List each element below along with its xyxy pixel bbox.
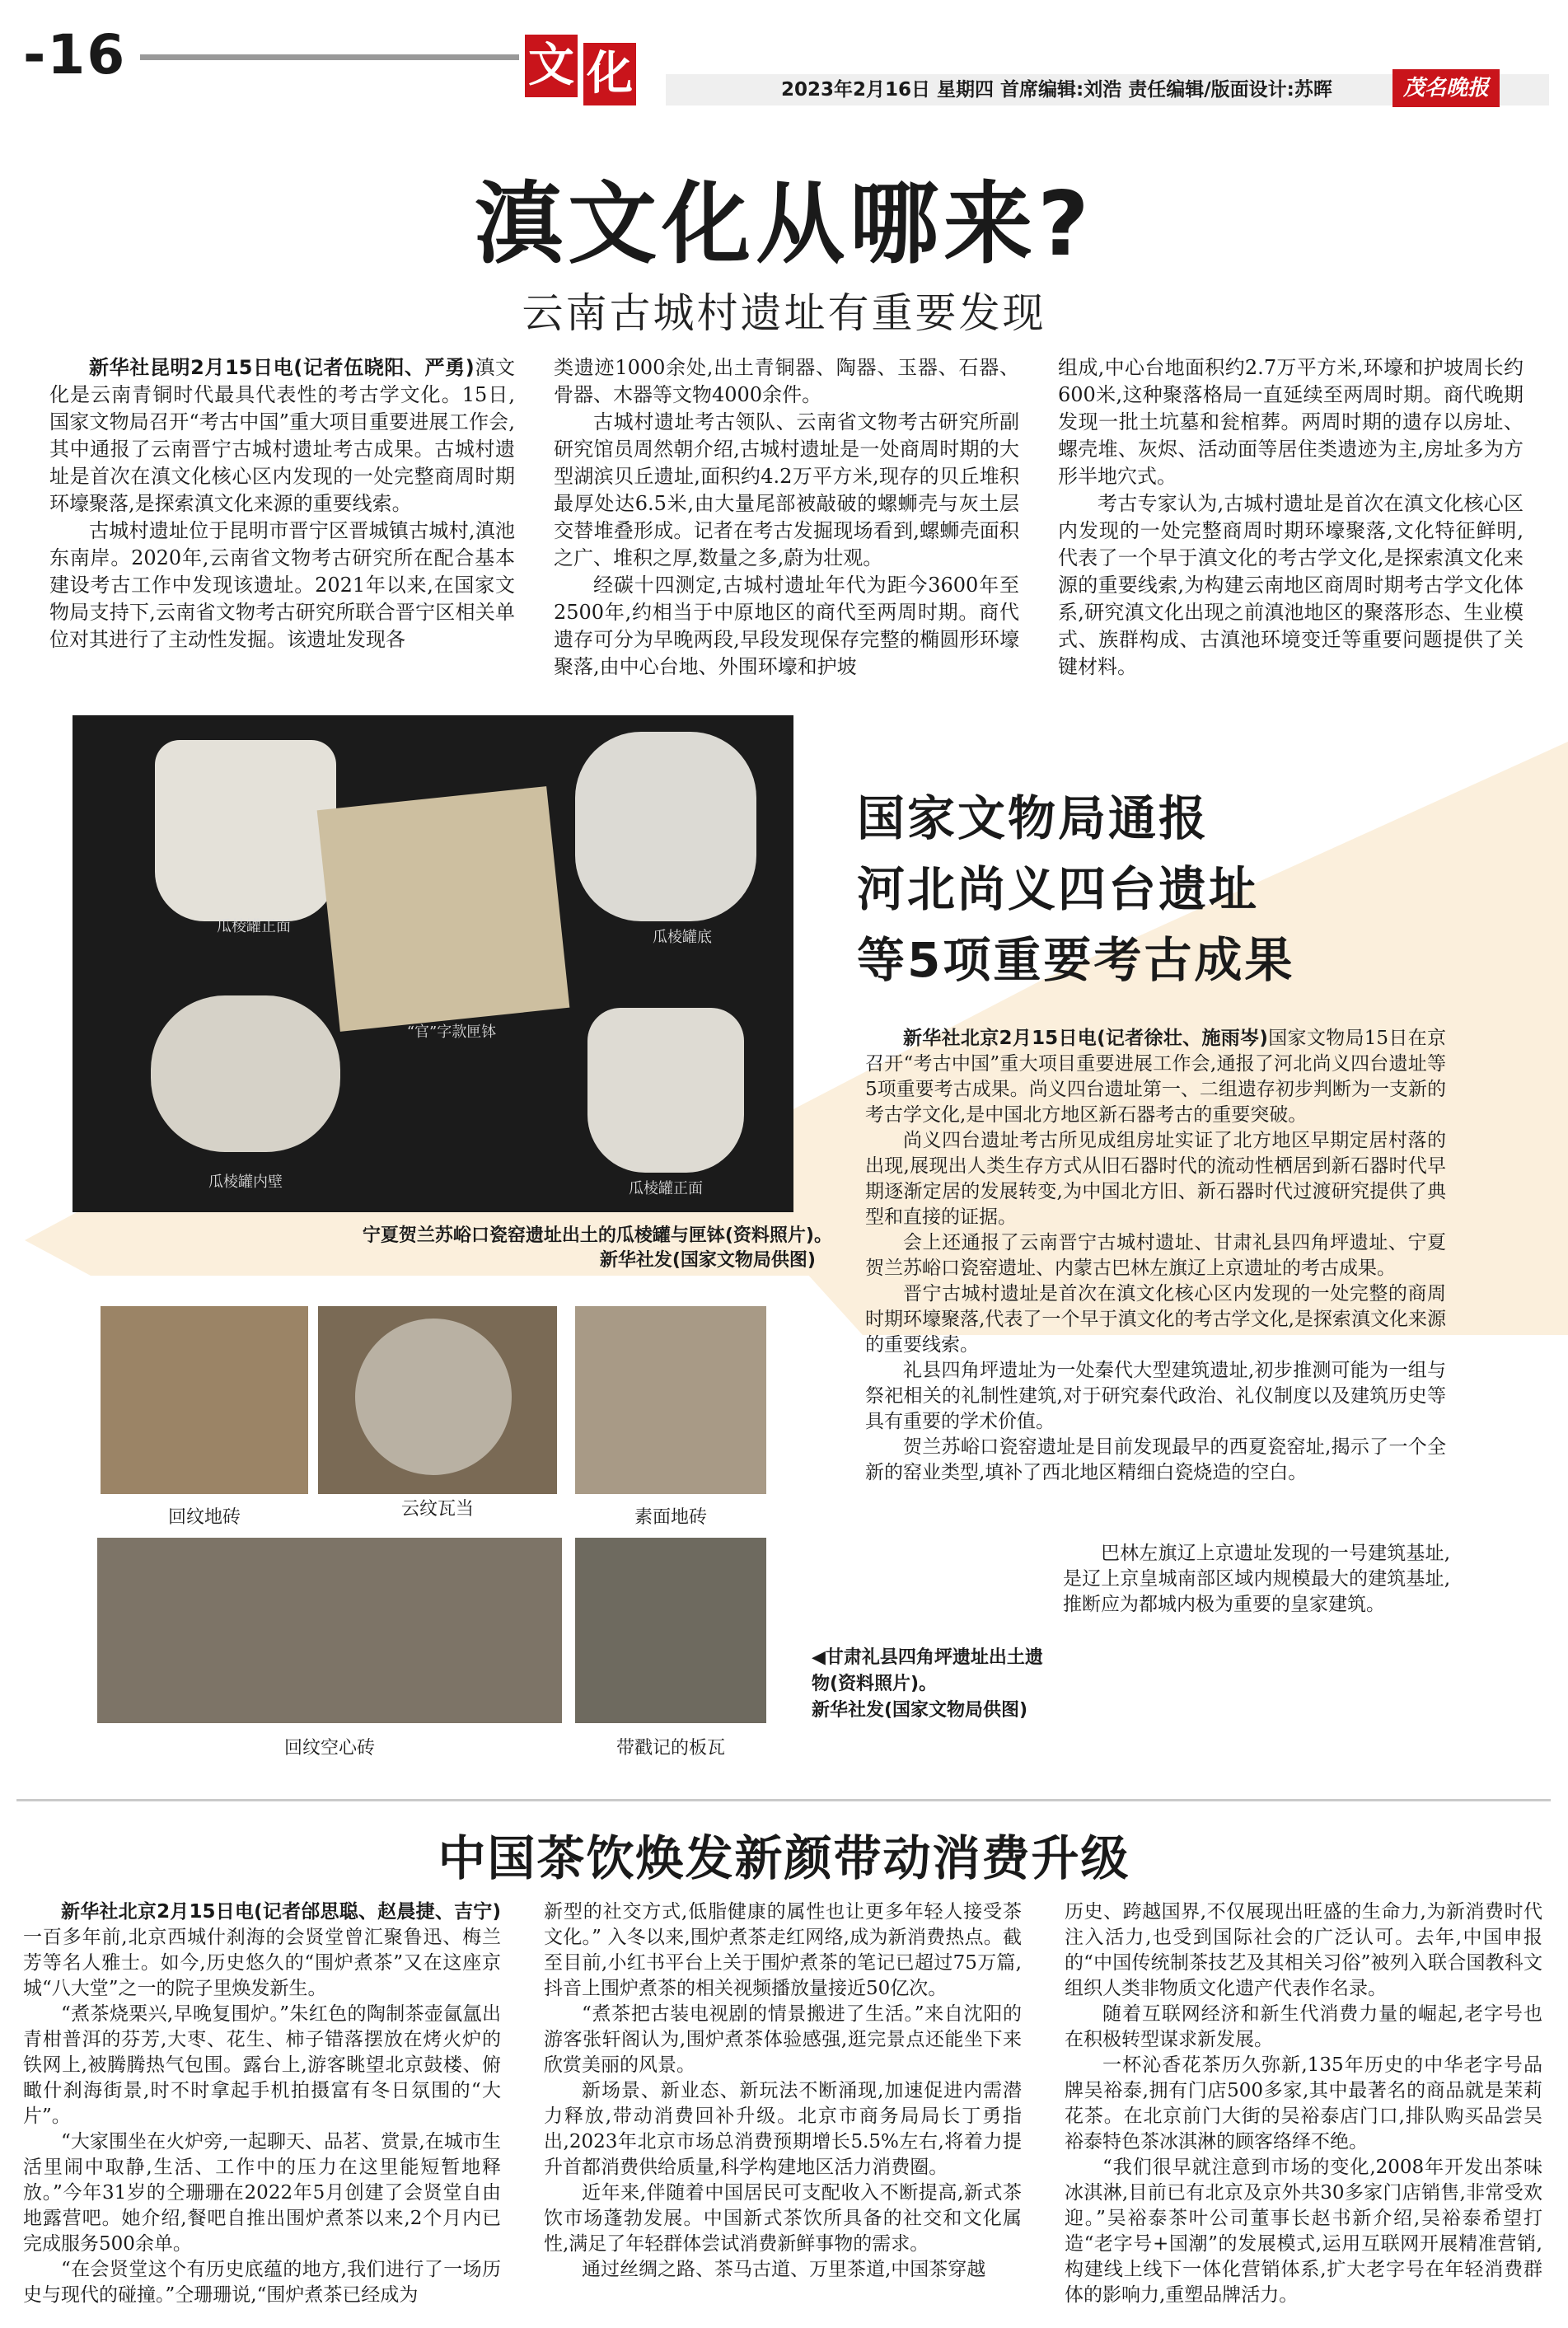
paragraph: “大家围坐在火炉旁,一起聊天、品茗、赏景,在城市生活里闹中取静,生活、工作中的压力在这里能短暂地释放。”今年31岁的仝珊珊在2022年5月创建了会贤堂自由地露营吧。她介绍,餐吧自推出围炉煮茶以来,2个月内已完成服务500余单。 bbox=[23, 2131, 501, 2255]
paragraph: 礼县四角坪遗址为一处秦代大型建筑遗址,初步推测可能为一组与祭祀相关的礼制性建筑,对于研究秦代政治、礼仪制度以及建筑历史等具有重要的学术价值。 bbox=[865, 1360, 1446, 1432]
paragraph: 古城村遗址考古领队、云南省文物考古研究所副研究馆员周然朝介绍,古城村遗址是一处商周时期的大型湖滨贝丘遗址,面积约4.2万平方米,现存的贝丘堆积最厚处达6.5米,由大量尾部被敲破的螺蛳壳与灰土层交替堆叠形成。记者在考古发掘现场看到,螺蛳壳面积之广、堆积之厚,数量之多,蔚为壮观。 bbox=[554, 410, 1019, 569]
paragraph: 尚义四台遗址考古所见成组房址实证了北方地区早期定居村落的出现,展现出人类生存方式从旧石器时代的流动性栖居到新石器时代早期逐渐定居的发展转变,为中国北方旧、新石器时代过渡研究提供了典型和直接的证据。 bbox=[865, 1130, 1446, 1228]
article3-lead: 新华社北京2月15日电(记者邰思聪、赵晨捷、吉宁) bbox=[61, 1901, 501, 1923]
article1-column-2 bbox=[554, 354, 1019, 681]
photo-tile-end bbox=[318, 1306, 557, 1494]
photo-plain-brick bbox=[575, 1306, 766, 1494]
article3-title: 中国茶饮焕发新颜带动消费升级 bbox=[438, 1830, 1130, 1886]
paragraph: 通过丝绸之路、茶马古道、万里茶道,中国茶穿越 bbox=[582, 2259, 986, 2280]
jar-photo-4 bbox=[587, 1008, 744, 1173]
section-label-char1: 文 bbox=[525, 35, 578, 97]
photo-label: “官”字款匣钵 bbox=[406, 1023, 497, 1041]
paragraph: 一百多年前,北京西城什刹海的会贤堂曾汇聚鲁迅、梅兰芳等名人雅士。如今,历史悠久的“围炉煮茶”又在这座京城“八大堂”之一的院子里焕发新生。 bbox=[23, 1927, 501, 1999]
article3-column-1 bbox=[23, 1899, 501, 2308]
article2-lead: 新华社北京2月15日电(记者徐壮、施雨岑) bbox=[903, 1028, 1268, 1049]
page-number: -16 bbox=[23, 23, 127, 87]
article3-column-2 bbox=[544, 1899, 1022, 2283]
photo-label: 瓜棱罐内壁 bbox=[208, 1173, 283, 1191]
tile-end-disc bbox=[355, 1319, 512, 1475]
paragraph: 巴林左旗辽上京遗址发现的一号建筑基址,是辽上京皇城南部区域内规模最大的建筑基址,推断应为都城内极为重要的皇家建筑。 bbox=[1063, 1543, 1450, 1615]
photo-label: 瓜棱罐底 bbox=[653, 929, 712, 946]
photo-caption: 宁夏贺兰苏峪口瓷窑遗址出土的瓜棱罐与匣钵(资料照片)。 bbox=[362, 1225, 832, 1246]
photo-credit: 新华社发(国家文物局供图) bbox=[599, 1250, 816, 1271]
photoB-caption bbox=[812, 1645, 1059, 1724]
paragraph: 滇文化是云南青铜时代最具代表性的考古学文化。15日,国家文物局召开“考古中国”重大项目重要进展工作会,其中通报了云南晋宁古城村遗址考古成果。古城村遗址是首次在滇文化核心区内发现的一处完整商周时期环壕聚落,是探索滇文化来源的重要线索。 bbox=[49, 356, 515, 515]
article1-title: 滇文化从哪来? bbox=[474, 173, 1094, 276]
paragraph: “煮茶烧栗兴,早晚复围炉。”朱红色的陶制茶壶氤氲出青柑普洱的芬芳,大枣、花生、柿子错落摆放在烤火炉的铁网上,被腾腾热气包围。露台上,游客眺望北京鼓楼、俯瞰什刹海街景,时不时拿起手机拍摄富有冬日氛围的“大片”。 bbox=[23, 2003, 501, 2127]
paragraph: 组成,中心台地面积约2.7万平方米,环壕和护坡周长约600米,这种聚落格局一直延续至两周时期。商代晚期发现一批土坑墓和瓮棺葬。两周时期的遗存以房址、螺壳堆、灰烬、活动面等居住类遗迹为主,房址多为方形半地穴式。 bbox=[1058, 356, 1524, 488]
article1-lead: 新华社昆明2月15日电(记者伍晓阳、严勇) bbox=[89, 356, 475, 379]
paragraph: 一杯沁香花茶历久弥新,135年历史的中华老字号品牌吴裕泰,拥有门店500多家,其中最著名的商品就是茉莉花茶。在北京前门大街的吴裕泰店门口,排队购买品尝吴裕泰特色茶冰淇淋的顾客络绎不绝。 bbox=[1065, 2054, 1542, 2152]
paragraph: 近年来,伴随着中国居民可支配收入不断提高,新式茶饮市场蓬勃发展。中国新式茶饮所具备的社交和文化属性,满足了年轻群体尝试消费新鲜事物的需求。 bbox=[544, 2182, 1022, 2255]
section-label-char2: 化 bbox=[583, 43, 636, 105]
photo-label: 瓜棱罐正面 bbox=[629, 1180, 703, 1197]
article2-title-line: 国家文物局通报 bbox=[857, 790, 1210, 846]
article3-column-3 bbox=[1065, 1899, 1542, 2308]
paragraph: 类遗迹1000余处,出土青铜器、陶器、玉器、石器、骨器、木器等文物4000余件。 bbox=[554, 356, 1019, 406]
article1-column-3 bbox=[1058, 354, 1524, 681]
paragraph: 古城村遗址位于昆明市晋宁区晋城镇古城村,滇池东南岸。2020年,云南省文物考古研究所在配合基本建设考古工作中发现该遗址。2021年以来,在国家文物局支持下,云南省文物考古研究所联合晋宁区相关单位对其进行了主动性发掘。该遗址发现各 bbox=[49, 519, 515, 651]
article2-body bbox=[865, 1026, 1446, 1486]
photo-label: 回纹地砖 bbox=[167, 1507, 241, 1528]
paragraph: “在会贤堂这个有历史底蕴的地方,我们进行了一场历史与现代的碰撞。”仝珊珊说,“围炉煮茶已经成为 bbox=[23, 2259, 501, 2306]
article1-column-1 bbox=[49, 354, 515, 653]
jar-photo-3 bbox=[151, 995, 340, 1152]
paragraph: 随着互联网经济和新生代消费力量的崛起,老字号也在积极转型谋求新发展。 bbox=[1065, 2003, 1542, 2050]
paragraph: 会上还通报了云南晋宁古城村遗址、甘肃礼县四角坪遗址、宁夏贺兰苏峪口瓷窑遗址、内蒙古巴林左旗辽上京遗址的考古成果。 bbox=[865, 1232, 1446, 1279]
article1-subtitle: 云南古城村遗址有重要发现 bbox=[522, 289, 1046, 337]
paragraph: “我们很早就注意到市场的变化,2008年开发出茶味冰淇淋,目前已有北京及京外共30多家门店销售,非常受欢迎。”吴裕泰茶叶公司董事长赵书新介绍,吴裕泰希望打造“老字号+国潮”的发展模式,运用互联网开展精准营销,构建线上线下一体化营销体系,扩大老字号在年轻消费群体的影响力,重塑品牌活力。 bbox=[1065, 2157, 1542, 2306]
paragraph: 经碳十四测定,古城村遗址年代为距今3600年至2500年,约相当于中原地区的商代至两周时期。商代遗存可分为早晚两段,早段发现保存完整的椭圆形环壕聚落,由中心台地、外围环壕和护坡 bbox=[554, 574, 1019, 678]
jar-photo-2 bbox=[575, 732, 756, 921]
paragraph: 历史、跨越国界,不仅展现出旺盛的生命力,为新消费时代注入活力,也受到国际社会的广泛认可。去年,中国申报的“中国传统制茶技艺及其相关习俗”被列入联合国教科文组织人类非物质文化遗产代表作名录。 bbox=[1065, 1901, 1542, 1999]
paragraph: 考古专家认为,古城村遗址是首次在滇文化核心区内发现的一处完整商周时期环壕聚落,文化特征鲜明,代表了一个早于滇文化的考古学文化,是探索滇文化来源的重要线索,为构建云南地区商周时期考古学文化体系,研究滇文化出现之前滇池地区的聚落形态、生业模式、族群构成、古滇池环境变迁等重要问题提供了关键材料。 bbox=[1058, 492, 1524, 678]
article2-body-tail bbox=[1063, 1541, 1450, 1618]
paragraph: 新场景、新业态、新玩法不断涌现,加速促进内需潜力释放,带动消费回补升级。北京市商务局局长丁勇指出,2023年北京市场总消费预期增长5.5%左右,将着力提升首都消费供给质量,科学构建地区活力消费圈。 bbox=[544, 2080, 1022, 2178]
photo-pattern-brick bbox=[101, 1306, 308, 1494]
newspaper-logo: 茂名晚报 bbox=[1392, 69, 1500, 107]
photoB-caption-text: ◀甘肃礼县四角坪遗址出土遗物(资料照片)。 bbox=[812, 1647, 1043, 1694]
paragraph: 国家文物局15日在京召开“考古中国”重大项目重要进展工作会,通报了河北尚义四台遗址等5项重要考古成果。尚义四台遗址第一、二组遗存初步判断为一支新的考古学文化,是中国北方地区新石器考古的重要突破。 bbox=[865, 1028, 1446, 1126]
header-rule bbox=[140, 54, 519, 60]
photo-label: 瓜棱罐正面 bbox=[217, 918, 291, 935]
photo-ceramics bbox=[73, 715, 793, 1212]
section-separator bbox=[16, 1799, 1551, 1801]
article2-title-line: 河北尚义四台遗址 bbox=[857, 861, 1260, 917]
article2-title bbox=[857, 783, 1516, 995]
paragraph: 新型的社交方式,低脂健康的属性也让更多年轻人接受茶文化。” 入冬以来,围炉煮茶走红网络,成为新消费热点。截至目前,小红书平台上关于围炉煮茶的笔记已超过75万篇,抖音上围炉煮茶的相关视频播放量接近50亿次。 bbox=[544, 1901, 1022, 1999]
paragraph: “煮茶把古装电视剧的情景搬进了生活。”来自沈阳的游客张轩阁认为,围炉煮茶体验感强,逛完景点还能坐下来欣赏美丽的风景。 bbox=[544, 2003, 1022, 2076]
jar-photo-1 bbox=[155, 740, 336, 921]
saggar-shard-photo bbox=[317, 786, 570, 1032]
photoB-credit: 新华社发(国家文物局供图) bbox=[812, 1700, 1028, 1721]
article2-title-line: 等5项重要考古成果 bbox=[857, 932, 1295, 988]
photo-hollow-brick bbox=[97, 1538, 562, 1723]
photo-label: 带戳记的板瓦 bbox=[615, 1738, 725, 1759]
photo-label: 云纹瓦当 bbox=[400, 1499, 474, 1520]
photo-stamped-tile bbox=[575, 1538, 766, 1723]
paragraph: 贺兰苏峪口瓷窑遗址是目前发现最早的西夏瓷窑址,揭示了一个全新的窑业类型,填补了西北地区精细白瓷烧造的空白。 bbox=[865, 1436, 1446, 1483]
dateline: 2023年2月16日 星期四 首席编辑:刘浩 责任编辑/版面设计:苏晖 bbox=[666, 74, 1549, 105]
paragraph: 晋宁古城村遗址是首次在滇文化核心区内发现的一处完整的商周时期环壕聚落,代表了一个早于滇文化的考古学文化,是探索滇文化来源的重要线索。 bbox=[865, 1283, 1446, 1356]
photo-label: 回纹空心砖 bbox=[283, 1738, 375, 1759]
photo-label: 素面地砖 bbox=[634, 1507, 707, 1528]
